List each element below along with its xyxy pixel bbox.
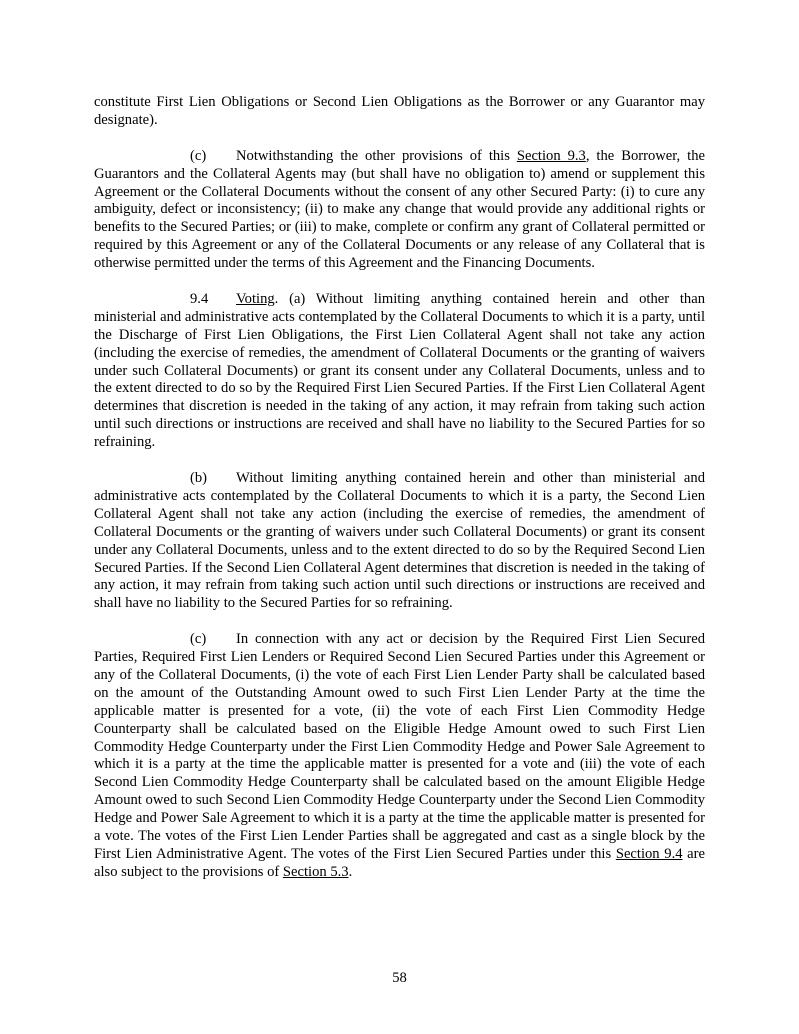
clause-label: (c) — [190, 147, 207, 164]
paragraph-9-4-c — [94, 631, 705, 882]
paragraph-text: , the Borrower, the Guarantors and the Collateral Agents may (but shall have no obligation to) amend or supplement this Agreement or the Collateral Documents without the consent of any other Secured Party: (i) to cure any ambiguity, defect or inconsistency; (ii) to make any change that would provide any additional rights or benefits to the Secured Parties; or (iii) to make, complete or confirm any grant of Collateral permitted or required by this Agreement or any of the Collateral Documents or any release of any Collateral that is otherwise permitted under the terms of this Agreement and the Financing Documents. — [94, 147, 705, 272]
paragraph-text: In connection with any act or decision by the Required First Lien Secured Parties, Required First Lien Lenders or Required Second Lien Secured Parties under this Agreement or any of the Collateral Documents, (i) the vote of each First Lien Lender Party shall be calculated based on the amount of the Outstanding Amount owed to such First Lien Lender Party at the time the applicable matter is presented for a vote, (ii) the vote of each First Lien Commodity Hedge Counterparty shall be calculated based on the Eligible Hedge Amount owed to such First Lien Commodity Hedge Counterparty under the First Lien Commodity Hedge and Power Sale Agreement to which it is a party at the time the applicable matter is presented for a vote and (iii) the vote of each Second Lien Commodity Hedge Counterparty shall be calculated based on the amount Eligible Hedge Amount owed to such Second Lien Commodity Hedge Counterparty under the Second Lien Commodity Hedge and Power Sale Agreement to which it is a party at the time the applicable matter is presented for a vote. The votes of the First Lien Lender Parties shall be aggregated and cast as a single block by the First Lien Administrative Agent. The votes of the First Lien Secured Parties under this — [94, 631, 705, 862]
paragraph-text: . — [348, 863, 353, 880]
paragraph-text: are also subject to the provisions of — [94, 846, 705, 880]
section-number: 9.4 — [190, 290, 209, 307]
section-reference: Section 9.3 — [516, 147, 586, 164]
page-number: 58 — [392, 970, 407, 986]
paragraph-9-3-c — [94, 148, 705, 273]
clause-label: (b) — [190, 469, 208, 486]
paragraph-text: constitute First Lien Obligations or Second Lien Obligations as the Borrower or any Guarantor may designate). — [94, 94, 705, 128]
paragraph-text: Notwithstanding the other provisions of this — [236, 147, 517, 164]
section-heading: Voting — [236, 290, 275, 307]
paragraph-text: Without limiting anything contained herein and other than ministerial and administrative acts contemplated by the Collateral Documents to which it is a party, the Second Lien Collateral Agent shall not take any action (including the exercise of remedies, the amendment of Collateral Documents or the granting of waivers under such Collateral Documents) or grant its consent under any Collateral Documents, unless and to the extent directed to do so by the Required Second Lien Secured Parties. If the Second Lien Collateral Agent determines that discretion is needed in the taking of any action, it may refrain from taking such action until such directions or instructions are received and shall have no liability to the Secured Parties for so refraining. — [94, 469, 705, 612]
paragraph-text: . (a) Without limiting anything contained herein and other than ministerial and administrative acts contemplated by the Collateral Documents to which it is a party, until the Discharge of First Lien Obligations, the First Lien Collateral Agent shall not take any action (including the exercise of remedies, the amendment of Collateral Documents or the granting of waivers under such Collateral Documents) or grant its consent under any Collateral Documents, unless and to the extent directed to do so by the Required First Lien Secured Parties. If the First Lien Collateral Agent determines that discretion is needed in the taking of any action, it may refrain from taking such action until such directions or instructions are received and shall have no liability to the Secured Parties for so refraining. — [94, 290, 705, 451]
document-page — [94, 94, 705, 882]
paragraph-continuation — [94, 94, 705, 130]
section-reference: Section 9.4 — [615, 846, 683, 862]
paragraph-9-4-a — [94, 291, 705, 452]
clause-label: (c) — [190, 631, 207, 648]
paragraph-9-4-b — [94, 470, 705, 613]
section-reference: Section 5.3 — [282, 863, 349, 880]
